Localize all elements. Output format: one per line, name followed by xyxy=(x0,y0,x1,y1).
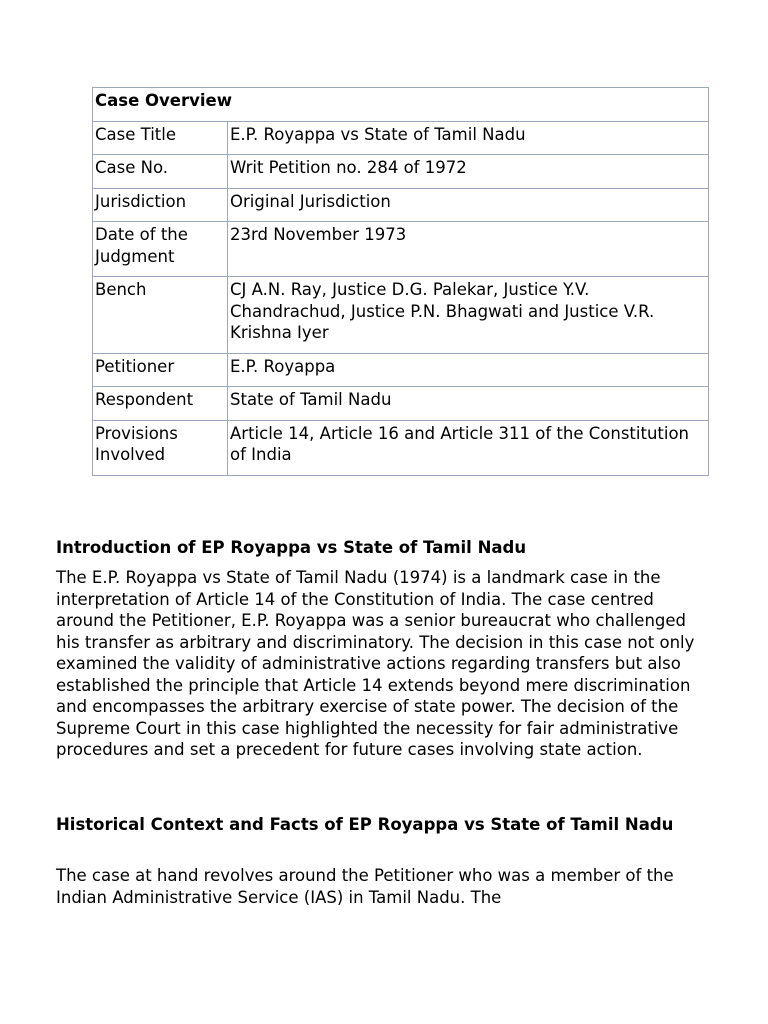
row-label-case-title: Case Title xyxy=(93,121,228,155)
history-heading: Historical Context and Facts of EP Royappa vs State of Tamil Nadu xyxy=(56,815,674,834)
table-row xyxy=(93,121,709,155)
table-header: Case Overview xyxy=(93,88,709,122)
history-paragraph: The case at hand revolves around the Petitioner who was a member of the Indian Administrative Service (IAS) in Tamil Nadu. The xyxy=(56,866,674,907)
row-value-bench: CJ A.N. Ray, Justice D.G. Palekar, Justice Y.V. Chandrachud, Justice P.N. Bhagwati and Justice V.R. Krishna Iyer xyxy=(228,277,709,354)
row-label-respondent: Respondent xyxy=(93,387,228,421)
table-row xyxy=(93,188,709,222)
introduction-heading: Introduction of EP Royappa vs State of Tamil Nadu xyxy=(56,538,527,557)
row-value-respondent: State of Tamil Nadu xyxy=(228,387,709,421)
row-label-petitioner: Petitioner xyxy=(93,353,228,387)
introduction-paragraph: The E.P. Royappa vs State of Tamil Nadu (1974) is a landmark case in the interpretation of Article 14 of the Constitution of India. The case centred around the Petitioner, E.P. Royappa was a senior bureaucrat who challenged his transfer as arbitrary and discriminatory. The decision in this case not only examined the validity of administrative actions regarding transfers but also established the principle that Article 14 extends beyond mere discrimination and encompasses the arbitrary exercise of state power. The decision of the Supreme Court in this case highlighted the necessity for fair administrative procedures and set a precedent for future cases involving state action. xyxy=(56,568,695,759)
table-row xyxy=(93,353,709,387)
row-label-case-no: Case No. xyxy=(93,155,228,189)
table-row xyxy=(93,420,709,475)
row-value-provisions: Article 14, Article 16 and Article 311 of the Constitution of India xyxy=(228,420,709,475)
table-row xyxy=(93,387,709,421)
table-row xyxy=(93,222,709,277)
table-row xyxy=(93,277,709,354)
case-overview-table xyxy=(92,87,709,476)
row-value-case-title: E.P. Royappa vs State of Tamil Nadu xyxy=(228,121,709,155)
row-value-jurisdiction: Original Jurisdiction xyxy=(228,188,709,222)
row-label-jurisdiction: Jurisdiction xyxy=(93,188,228,222)
row-value-petitioner: E.P. Royappa xyxy=(228,353,709,387)
row-label-bench: Bench xyxy=(93,277,228,354)
row-label-provisions: Provisions Involved xyxy=(93,420,228,475)
row-value-case-no: Writ Petition no. 284 of 1972 xyxy=(228,155,709,189)
row-value-date: 23rd November 1973 xyxy=(228,222,709,277)
table-header-row xyxy=(93,88,709,122)
table-row xyxy=(93,155,709,189)
row-label-date: Date of the Judgment xyxy=(93,222,228,277)
